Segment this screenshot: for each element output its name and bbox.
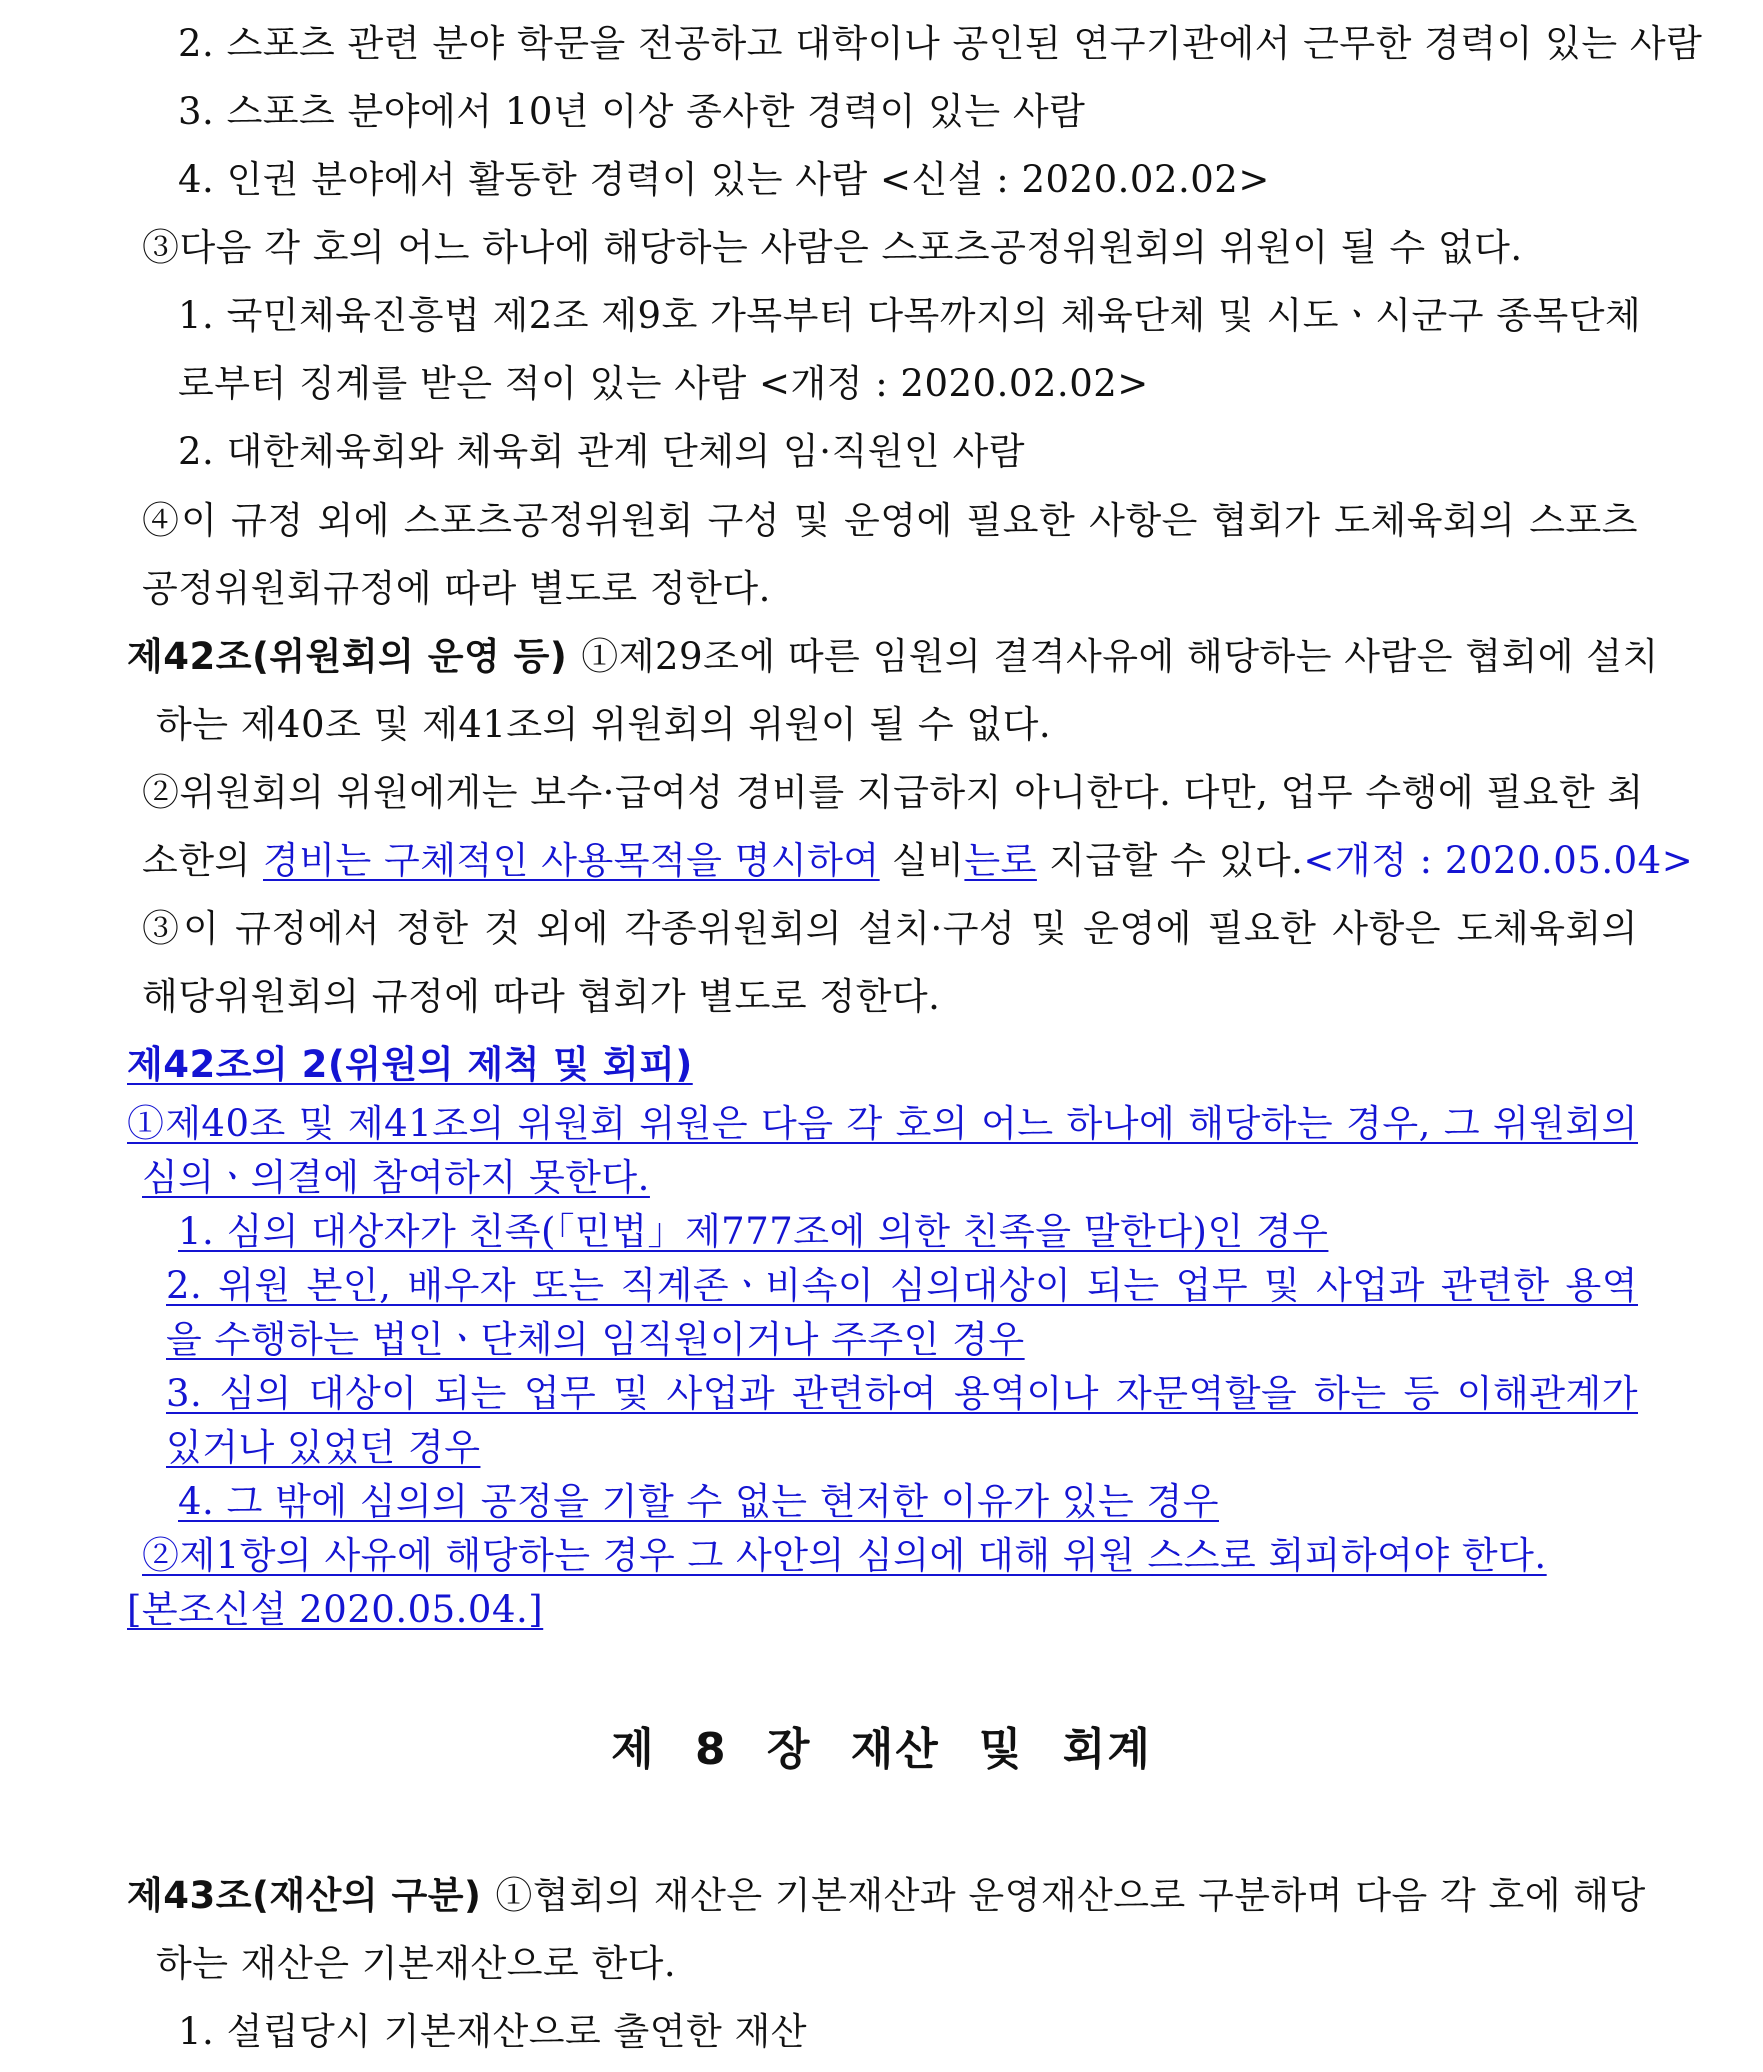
- art41-p2-item3: 3. 스포츠 분야에서 10년 이상 종사한 경력이 있는 사람: [178, 90, 1086, 133]
- art41-p2-item4: 4. 인권 분야에서 활동한 경력이 있는 사람 <신설 : 2020.02.02>: [178, 158, 1270, 201]
- art41-p3-item2: 2. 대한체육회와 체육회 관계 단체의 임·직원인 사람: [178, 430, 1025, 473]
- art42-p3-line1: ③이 규정에서 정한 것 외에 각종위원회의 설치·구성 및 운영에 필요한 사항은 도체육회의: [142, 907, 1638, 950]
- art42-p2-post: 지급할 수 있다.: [1036, 839, 1304, 882]
- art41-p4-line1: ④이 규정 외에 스포츠공정위원회 구성 및 운영에 필요한 사항은 협회가 도체육회의 스포츠: [142, 499, 1638, 542]
- art42-2-item2-line2: 을 수행하는 법인ㆍ단체의 임직원이거나 주주인 경우: [166, 1318, 1025, 1361]
- chapter-8-title: 제 8 장 재산 및 회계: [611, 1724, 1152, 1775]
- art41-p3-item1-line1: 1. 국민체육진흥법 제2조 제9호 가목부터 다목까지의 체육단체 및 시도ㆍ시군구 종목단체: [178, 294, 1642, 337]
- art42-2-item3-line2: 있거나 있었던 경우: [166, 1426, 481, 1469]
- art42-2-item4: 4. 그 밖에 심의의 공정을 기할 수 없는 현저한 이유가 있는 경우: [178, 1480, 1219, 1523]
- art41-p3-item1-line2: 로부터 징계를 받은 적이 있는 사람 <개정 : 2020.02.02>: [178, 362, 1149, 405]
- art42-2-p2: ②제1항의 사유에 해당하는 경우 그 사안의 심의에 대해 위원 스스로 회피하여야 한다.: [142, 1534, 1547, 1577]
- art42-2-p1-line2: 심의ㆍ의결에 참여하지 못한다.: [142, 1156, 650, 1199]
- art42-2-item2-line1: 2. 위원 본인, 배우자 또는 직계존ㆍ비속이 심의대상이 되는 업무 및 사업과 관련한 용역: [166, 1264, 1638, 1307]
- art42-p3-line2: 해당위원회의 규정에 따라 협회가 별도로 정한다.: [142, 975, 941, 1018]
- art42-first-line: [127, 633, 1659, 681]
- art42-2-establish-note: [본조신설 2020.05.04.]: [127, 1588, 544, 1631]
- art42-p2-amended-text-2: 는로: [964, 839, 1037, 882]
- art41-p2-item2: 2. 스포츠 관련 분야 학문을 전공하고 대학이나 공인된 연구기관에서 근무한 경력이 있는 사람: [178, 22, 1703, 65]
- art42-p2-line2: [142, 837, 1693, 885]
- art43-p1-item1: 1. 설립당시 기본재산으로 출연한 재산: [178, 2010, 807, 2053]
- art41-p3: ③다음 각 호의 어느 하나에 해당하는 사람은 스포츠공정위원회의 위원이 될 수 없다.: [142, 226, 1523, 269]
- art42-p1-line2: 하는 제40조 및 제41조의 위원회의 위원이 될 수 없다.: [156, 703, 1052, 746]
- art42-2-heading: 제42조의 2(위원의 제척 및 회피): [127, 1043, 693, 1086]
- art43-p1-line1: ①협회의 재산은 기본재산과 운영재산으로 구분하며 다음 각 호에 해당: [495, 1874, 1646, 1917]
- art42-p2-line1: ②위원회의 위원에게는 보수·급여성 경비를 지급하지 아니한다. 다만, 업무 수행에 필요한 최: [142, 771, 1644, 814]
- art42-2-p1-line1: ①제40조 및 제41조의 위원회 위원은 다음 각 호의 어느 하나에 해당하는 경우, 그 위원회의: [127, 1102, 1638, 1145]
- art43-first-line: [127, 1872, 1646, 1920]
- art42-p2-amended-text: 경비는 구체적인 사용목적을 명시하여: [263, 839, 880, 882]
- art43-heading: 제43조(재산의 구분): [127, 1874, 482, 1917]
- art42-p1-line1: ①제29조에 따른 임원의 결격사유에 해당하는 사람은 협회에 설치: [581, 635, 1659, 678]
- art42-p2-amend-note: <개정 : 2020.05.04>: [1303, 839, 1694, 882]
- art42-heading: 제42조(위원회의 운영 등): [127, 635, 568, 678]
- art42-p2-pre: 소한의: [142, 839, 263, 882]
- art41-p4-line2: 공정위원회규정에 따라 별도로 정한다.: [142, 567, 771, 610]
- art42-2-item1: 1. 심의 대상자가 친족(「민법」제777조에 의한 친족을 말한다)인 경우: [178, 1210, 1329, 1253]
- art43-p1-line2: 하는 재산은 기본재산으로 한다.: [156, 1942, 677, 1985]
- art42-2-item3-line1: 3. 심의 대상이 되는 업무 및 사업과 관련하여 용역이나 자문역할을 하는 등 이해관계가: [166, 1372, 1638, 1415]
- art42-p2-mid: 실비: [879, 839, 965, 882]
